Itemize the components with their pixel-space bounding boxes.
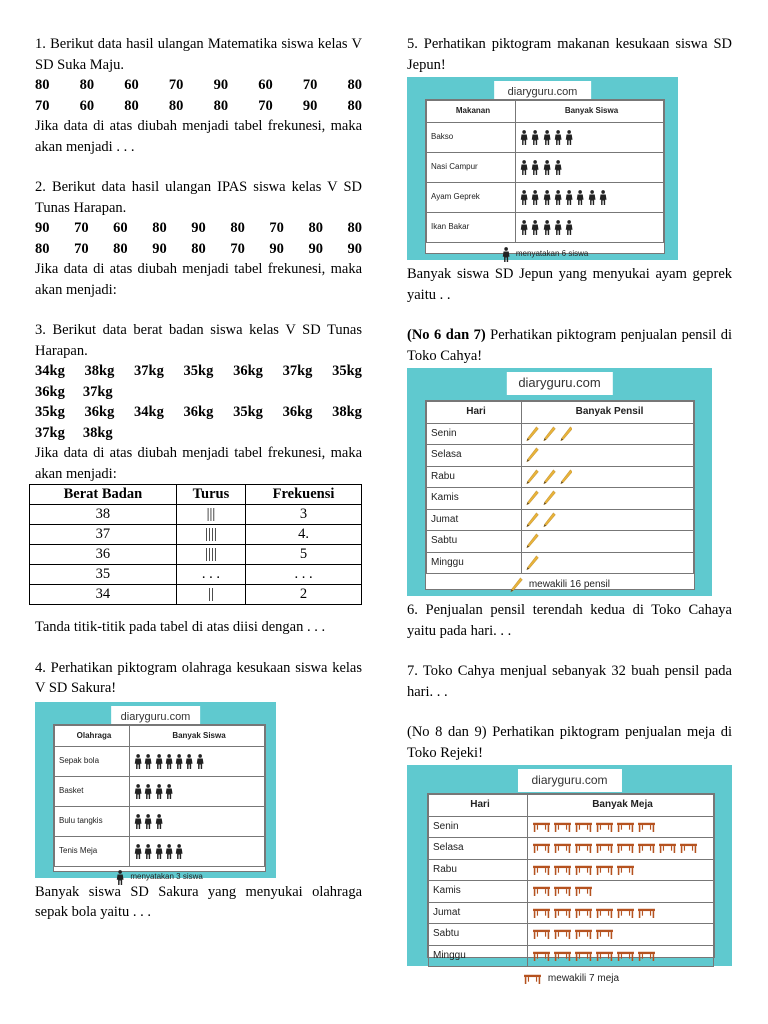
data-value: 80 [213, 97, 229, 114]
q1-data-row-1 [35, 75, 362, 96]
freq-table-row [30, 565, 362, 585]
pictogram-row [427, 488, 694, 510]
data-value: 80 [35, 240, 50, 257]
pictogram-row [429, 859, 714, 881]
freq-table-cell: 37 [30, 525, 177, 545]
pictogram-row-icons [130, 807, 265, 837]
person-icon [144, 844, 152, 859]
pictogram-row-icons [528, 881, 714, 903]
table-icon [637, 843, 656, 853]
data-value: 35kg [332, 363, 362, 379]
pictogram-row-icons [528, 816, 714, 838]
legend-text: mewakili 7 meja [547, 972, 620, 984]
q1-question: Jika data di atas diubah menjadi tabel frekunesi, maka akan menjadi . . . [35, 118, 362, 155]
pictogram-row-icons [516, 122, 664, 152]
table-icon [553, 886, 572, 896]
person-icon [155, 844, 163, 859]
person-icon [588, 190, 596, 205]
table-icon [616, 951, 635, 961]
q3-text: 3. Berikut data berat badan siswa kelas V SD Tunas Harapan. [35, 322, 362, 359]
site-watermark: diaryguru.com [517, 769, 621, 792]
table-icon [574, 951, 593, 961]
q2-data-row-2 [35, 239, 362, 260]
table-icon [532, 822, 551, 832]
site-watermark: diaryguru.com [506, 372, 612, 395]
data-value: 90 [152, 240, 167, 257]
table-icon [553, 908, 572, 918]
data-value: 35kg [35, 404, 65, 420]
table-icon [574, 908, 593, 918]
legend-text: menyatakan 6 siswa [515, 249, 589, 259]
person-icon [175, 754, 183, 769]
site-watermark: diaryguru.com [111, 706, 201, 729]
table-icon [616, 865, 635, 875]
person-icon [531, 130, 539, 145]
data-value: 38kg [332, 404, 362, 420]
data-value: 90 [213, 77, 229, 93]
person-icon [155, 784, 163, 799]
pictogram-row-icons [522, 423, 694, 445]
table-icon [553, 929, 572, 939]
person-icon [175, 844, 183, 859]
pictogram-row-icons [516, 152, 664, 182]
pictogram-row [55, 837, 265, 867]
table-icon [574, 865, 593, 875]
table-icon [616, 908, 635, 918]
pictogram-row-label: Nasi Campur [427, 152, 516, 182]
table-icon [553, 865, 572, 875]
pictogram-row [55, 807, 265, 837]
table-icon [637, 822, 656, 832]
pencil-icon [526, 469, 539, 485]
table-icon [574, 929, 593, 939]
person-icon [502, 247, 510, 262]
pictogram-row [427, 152, 664, 182]
freq-table-cell: 38 [30, 505, 177, 525]
person-icon [134, 754, 142, 769]
person-icon [165, 754, 173, 769]
data-value: 80 [168, 97, 184, 114]
pictogram-row-icons [522, 488, 694, 510]
pictogram-row-icons [522, 552, 694, 574]
data-value: 70 [74, 240, 89, 257]
freq-table-row [30, 525, 362, 545]
q2-text: 2. Berikut data hasil ulangan IPAS siswa kelas V SD Tunas Harapan. [35, 179, 362, 216]
pictogram-row [429, 945, 714, 967]
pencil-icon [526, 426, 539, 442]
data-value: 37kg [282, 363, 313, 379]
data-value: 38kg [82, 424, 113, 441]
data-value: 90 [308, 240, 323, 257]
person-icon [531, 190, 539, 205]
pictogram-row-icons [516, 212, 664, 242]
freq-table-cell: 2 [246, 585, 362, 605]
person-icon [554, 130, 562, 145]
pictogram-row [427, 445, 694, 467]
pictogram-table [426, 401, 694, 574]
pencil-icon [526, 533, 539, 549]
pictogram-row-label: Rabu [427, 466, 522, 488]
data-value: 70 [302, 77, 318, 93]
table-icon [595, 951, 614, 961]
data-value: 36kg [35, 383, 65, 400]
freq-header-weight: Berat Badan [30, 485, 177, 505]
table-icon [595, 843, 614, 853]
pictogram-header-count: Banyak Pensil [522, 402, 694, 424]
table-icon [532, 886, 551, 896]
q3-after: Tanda titik-titik pada tabel di atas diisi dengan . . . [35, 619, 326, 635]
pictogram-row-label: Minggu [429, 945, 528, 967]
q2-data-row-1 [35, 218, 362, 239]
pencil-icon [543, 490, 556, 506]
q4-text: 4. Perhatikan piktogram olahraga kesukaan siswa kelas V SD Sakura! [35, 659, 362, 696]
data-value: 80 [152, 220, 167, 236]
pictogram-row-label: Bakso [427, 122, 516, 152]
data-value: 37kg [134, 363, 164, 379]
q89-intro: (No 8 dan 9) Perhatikan piktogram penjualan meja di Toko Rejeki! [407, 724, 732, 761]
table-icon [637, 908, 656, 918]
pictogram-row-icons [516, 182, 664, 212]
person-icon [554, 190, 562, 205]
pencil-icon [543, 469, 556, 485]
person-icon [565, 130, 573, 145]
food-pictogram [407, 77, 678, 260]
pictogram-legend [54, 867, 265, 887]
pictogram-row-label: Sepak bola [55, 747, 130, 777]
person-icon [185, 754, 193, 769]
table-icon [616, 822, 635, 832]
pictogram-row [427, 509, 694, 531]
table-icon [595, 822, 614, 832]
table-icon [658, 843, 677, 853]
pictogram-table [428, 794, 714, 967]
pictogram-table [426, 100, 664, 243]
person-icon [554, 160, 562, 175]
pictogram-row [427, 552, 694, 574]
data-value: 70 [258, 97, 273, 114]
freq-table-cell: || [176, 585, 245, 605]
data-value: 80 [347, 220, 362, 236]
pictogram-row-label: Minggu [427, 552, 522, 574]
table-icon [532, 908, 551, 918]
pictogram-header-category: Olahraga [55, 725, 130, 747]
person-icon [543, 130, 551, 145]
data-value: 34kg [35, 363, 65, 379]
q3-data-row-2 [35, 402, 362, 423]
person-icon [599, 190, 607, 205]
q67-intro-rest: Perhatikan piktogram penjualan pensil di Toko Cahya! [407, 327, 732, 364]
data-value: 38kg [84, 363, 115, 379]
pencil-icon [526, 555, 539, 571]
person-icon [144, 754, 152, 769]
data-value: 80 [124, 97, 139, 114]
person-icon [116, 870, 124, 885]
q5-question: Banyak siswa SD Jepun yang menyukai ayam geprek yaitu . . [407, 266, 732, 303]
data-value: 80 [347, 77, 362, 93]
pictogram-box [53, 724, 266, 881]
pictogram-row-label: Bulu tangkis [55, 807, 130, 837]
data-value: 80 [230, 220, 245, 236]
pictogram-row-label: Rabu [429, 859, 528, 881]
table-icon [595, 908, 614, 918]
person-icon [554, 220, 562, 235]
pictogram-row-icons [528, 859, 714, 881]
person-icon [520, 130, 528, 145]
pencil-icon [560, 426, 573, 442]
data-value: 60 [124, 77, 139, 93]
data-value: 36kg [282, 404, 313, 420]
pictogram-table [54, 725, 265, 868]
data-value: 70 [269, 220, 284, 236]
pictogram-row [427, 531, 694, 553]
pictogram-row-label: Selasa [429, 838, 528, 860]
q3-data-row-1b [35, 382, 362, 403]
freq-table-cell: 35 [30, 565, 177, 585]
pictogram-header-category: Hari [429, 795, 528, 817]
pictogram-header-category: Makanan [427, 101, 516, 123]
pictogram-row [55, 777, 265, 807]
table-icon [523, 974, 542, 984]
q1-data-row-2 [35, 96, 362, 117]
data-value: 80 [308, 220, 323, 236]
pictogram-row [429, 881, 714, 903]
pictogram-row-label: Senin [429, 816, 528, 838]
pencil-icon [510, 577, 523, 593]
site-watermark: diaryguru.com [494, 81, 592, 104]
q5-text: 5. Perhatikan piktogram makanan kesukaan siswa SD Jepun! [407, 36, 732, 73]
table-icon [532, 929, 551, 939]
person-icon [565, 190, 573, 205]
pictogram-row-label: Jumat [429, 902, 528, 924]
table-icon [637, 951, 656, 961]
table-icon [553, 951, 572, 961]
table-icon [574, 822, 593, 832]
pictogram-box [427, 793, 715, 984]
person-icon [196, 754, 204, 769]
pictogram-box [425, 99, 665, 259]
person-icon [144, 814, 152, 829]
person-icon [520, 160, 528, 175]
table-icon [574, 886, 593, 896]
pencil-icon [543, 512, 556, 528]
pictogram-row [427, 423, 694, 445]
table-icon [679, 843, 698, 853]
table-icon [532, 843, 551, 853]
data-value: 70 [168, 77, 184, 93]
person-icon [520, 190, 528, 205]
person-icon [165, 844, 173, 859]
person-icon [543, 220, 551, 235]
pictogram-row-icons [528, 924, 714, 946]
data-value: 35kg [233, 404, 263, 420]
freq-table-row [30, 585, 362, 605]
data-value: 70 [35, 97, 50, 114]
data-value: 37kg [35, 424, 65, 441]
pictogram-row [427, 182, 664, 212]
freq-table-cell: |||| [176, 525, 245, 545]
q67-intro-bold: (No 6 dan 7) [407, 327, 486, 343]
freq-header-frequency: Frekuensi [246, 485, 362, 505]
q7-question: 7. Toko Cahya menjual sebanyak 32 buah pensil pada hari. . . [407, 663, 732, 700]
pictogram-row-label: Sabtu [429, 924, 528, 946]
data-value: 90 [347, 240, 362, 257]
pictogram-row [55, 747, 265, 777]
pencil-icon [526, 447, 539, 463]
data-value: 60 [79, 97, 95, 114]
pictogram-row-label: Selasa [427, 445, 522, 467]
person-icon [543, 190, 551, 205]
q3-question: Jika data di atas diubah menjadi tabel frekunesi, maka akan menjadi: [35, 445, 362, 482]
pictogram-row-icons [130, 777, 265, 807]
pictogram-row-label: Jumat [427, 509, 522, 531]
q1-text: 1. Berikut data hasil ulangan Matematika siswa kelas V SD Suka Maju. [35, 36, 362, 73]
freq-table-cell: 5 [246, 545, 362, 565]
pictogram-row [429, 924, 714, 946]
pictogram-row-icons [130, 747, 265, 777]
left-column [35, 34, 362, 923]
pictogram-row [427, 212, 664, 242]
pictogram-row-icons [528, 945, 714, 967]
table-pictogram [407, 765, 732, 984]
pictogram-row-label: Ayam Geprek [427, 182, 516, 212]
table-icon [553, 843, 572, 853]
person-icon [155, 814, 163, 829]
pictogram-row-icons [522, 445, 694, 467]
table-icon [616, 843, 635, 853]
q3-data-row-2b [35, 423, 362, 444]
pictogram-header-category: Hari [427, 402, 522, 424]
person-icon [155, 754, 163, 769]
person-icon [543, 160, 551, 175]
data-value: 60 [113, 220, 128, 236]
data-value: 36kg [233, 363, 263, 379]
pictogram-row-label: Senin [427, 423, 522, 445]
pencil-icon [543, 426, 556, 442]
pictogram-row [429, 816, 714, 838]
pictogram-legend [426, 243, 664, 267]
person-icon [134, 814, 142, 829]
data-value: 90 [191, 220, 206, 236]
pictogram-header-count: Banyak Siswa [130, 725, 265, 747]
data-value: 36kg [84, 404, 115, 420]
person-icon [520, 220, 528, 235]
pictogram-row-label: Sabtu [427, 531, 522, 553]
right-column [407, 34, 732, 984]
legend-text: mewakili 16 pensil [528, 578, 610, 590]
person-icon [531, 160, 539, 175]
table-icon [532, 865, 551, 875]
data-value: 70 [230, 240, 245, 257]
freq-table-cell: 4. [246, 525, 362, 545]
pencil-icon [526, 512, 539, 528]
pictogram-row [429, 838, 714, 860]
freq-header-tally: Turus [176, 485, 245, 505]
freq-table-cell: . . . [246, 565, 362, 585]
data-value: 34kg [134, 404, 164, 420]
pictogram-row-icons [130, 837, 265, 867]
pictogram-row-icons [522, 466, 694, 488]
data-value: 90 [302, 97, 318, 114]
pictogram-legend [428, 967, 714, 991]
pictogram-row-icons [528, 838, 714, 860]
pictogram-row [427, 466, 694, 488]
freq-table-cell: ||| [176, 505, 245, 525]
freq-table-cell: 36 [30, 545, 177, 565]
table-icon [595, 865, 614, 875]
q3-data-row-1 [35, 361, 362, 382]
freq-table-cell: 34 [30, 585, 177, 605]
pictogram-row-label: Kamis [429, 881, 528, 903]
data-value: 60 [258, 77, 273, 93]
q67-intro [407, 325, 732, 366]
pencil-pictogram [407, 368, 712, 596]
data-value: 90 [35, 220, 50, 236]
pictogram-row-label: Basket [55, 777, 130, 807]
pictogram-row [427, 122, 664, 152]
data-value: 80 [191, 240, 206, 257]
data-value: 37kg [82, 383, 113, 400]
freq-table-row [30, 545, 362, 565]
pencil-icon [560, 469, 573, 485]
table-icon [553, 822, 572, 832]
table-icon [595, 929, 614, 939]
pencil-icon [526, 490, 539, 506]
pictogram-row-label: Kamis [427, 488, 522, 510]
table-icon [532, 951, 551, 961]
data-value: 80 [113, 240, 128, 257]
table-icon [574, 843, 593, 853]
person-icon [576, 190, 584, 205]
pictogram-row-label: Tenis Meja [55, 837, 130, 867]
freq-table-cell: 3 [246, 505, 362, 525]
person-icon [531, 220, 539, 235]
sport-pictogram [35, 702, 276, 881]
data-value: 80 [35, 77, 50, 93]
pictogram-legend [426, 574, 694, 596]
data-value: 70 [74, 220, 89, 236]
pictogram-header-count: Banyak Siswa [516, 101, 664, 123]
q6-question: 6. Penjualan pensil terendah kedua di Toko Cahaya yaitu pada hari. . . [407, 602, 732, 639]
person-icon [134, 784, 142, 799]
pictogram-box [425, 400, 695, 590]
person-icon [165, 784, 173, 799]
data-value: 36kg [183, 404, 214, 420]
legend-text: menyatakan 3 siswa [130, 871, 203, 881]
freq-table-cell: |||| [176, 545, 245, 565]
q2-question: Jika data di atas diubah menjadi tabel frekunesi, maka akan menjadi: [35, 261, 362, 298]
data-value: 90 [269, 240, 284, 257]
data-value: 80 [79, 77, 95, 93]
person-icon [565, 220, 573, 235]
frequency-table [29, 484, 362, 605]
pictogram-header-count: Banyak Meja [528, 795, 714, 817]
person-icon [134, 844, 142, 859]
q4-question: Banyak siswa SD Sakura yang menyukai olahraga sepak bola yaitu . . . [35, 883, 362, 920]
pictogram-row-label: Ikan Bakar [427, 212, 516, 242]
pictogram-row-icons [522, 531, 694, 553]
pictogram-row-icons [528, 902, 714, 924]
pictogram-row-icons [522, 509, 694, 531]
pictogram-row [429, 902, 714, 924]
data-value: 35kg [183, 363, 214, 379]
person-icon [144, 784, 152, 799]
data-value: 80 [347, 97, 362, 114]
freq-table-cell: . . . [176, 565, 245, 585]
freq-table-row [30, 505, 362, 525]
